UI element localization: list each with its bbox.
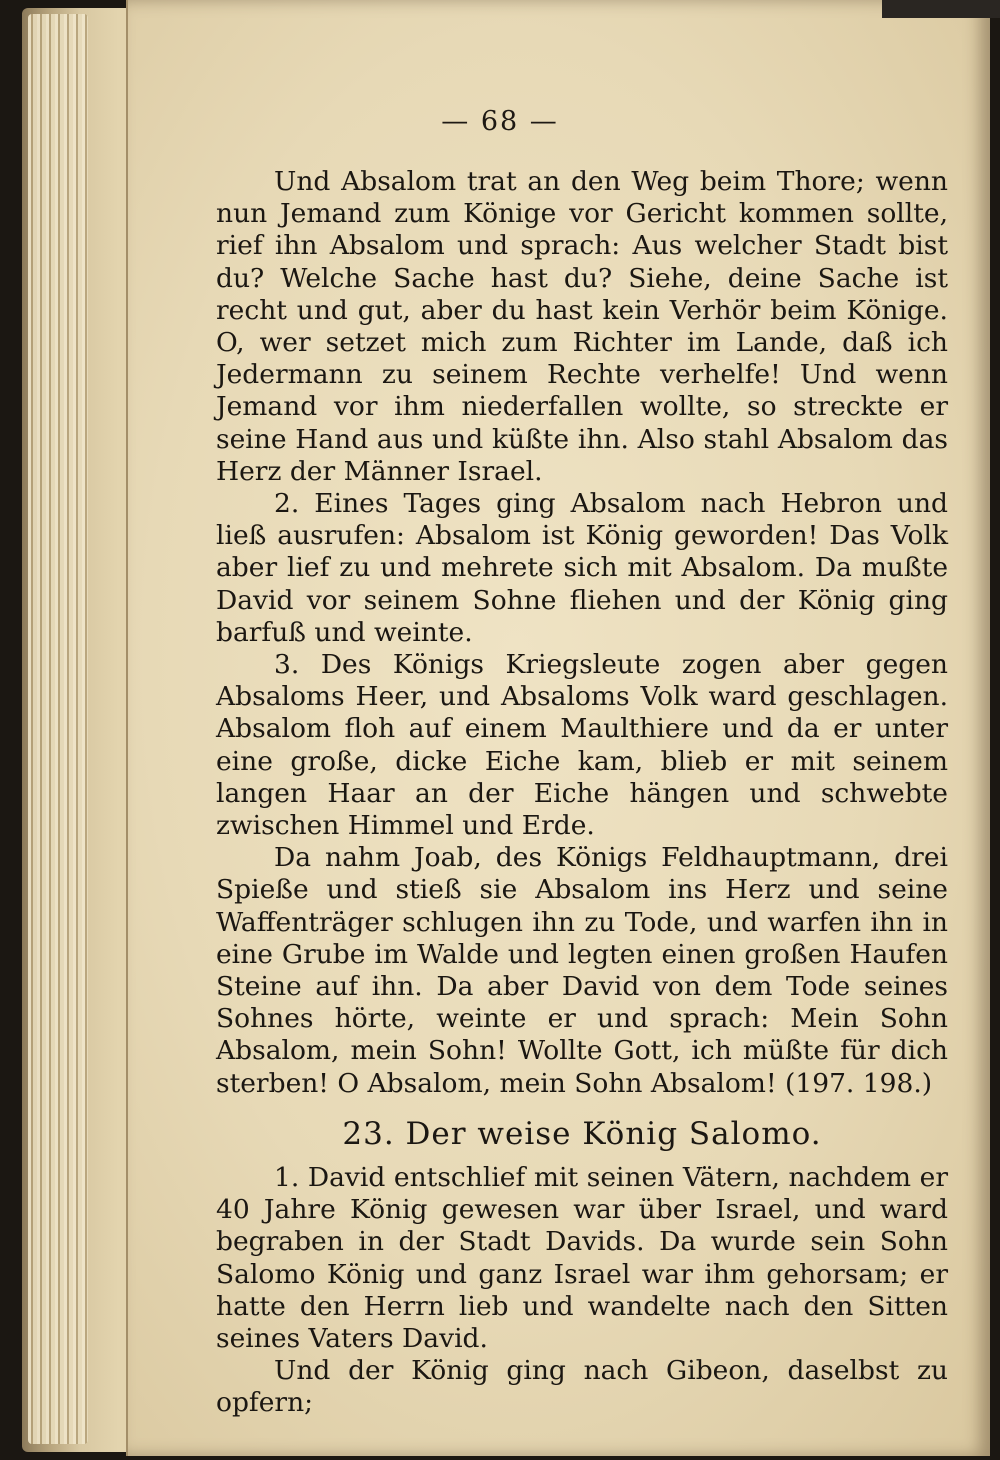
page-body [216, 166, 948, 1420]
paragraph-4: Da nahm Joab, des Königs Feldhauptmann, drei Spieße und stieß sie Absalom ins Herz und seine Waffenträger schlugen ihn zu Tode, und warfen ihn in eine Grube im Walde und legten einen großen Haufen Steine auf ihn. Da aber David von dem Tode seines Sohnes hörte, weinte er und sprach: Mein Sohn Absalom, mein Sohn! Wollte Gott, ich müßte für dich sterben! O Absalom, mein Sohn Absalom! (197. 198.) [216, 842, 948, 1099]
paragraph-1: Und Absalom trat an den Weg beim Thore; wenn nun Jemand zum Könige vor Gericht kommen sollte, rief ihn Absalom und sprach: Aus welcher Stadt bist du? Welche Sache hast du? Siehe, deine Sache ist recht und gut, aber du hast kein Verhör beim Könige. O, wer setzet mich zum Richter im Lande, daß ich Jedermann zu seinem Rechte verhelfe! Und wenn Jemand vor ihm niederfallen wollte, so streckte er seine Hand aus und küßte ihn. Also stahl Absalom das Herz der Männer Israel. [216, 166, 948, 487]
scan-corner [882, 0, 1000, 18]
paragraph-5: 1. David entschlief mit seinen Vätern, nachdem er 40 Jahre König gewesen war über Israel, und ward begraben in der Stadt Davids. Da wurde sein Sohn Salomo König und ganz Israel war ihm gehorsam; er hatte den Herrn lieb und wandelte nach den Sitten seines Vaters David. [216, 1161, 948, 1354]
paragraph-6: Und der König ging nach Gibeon, daselbst zu opfern; [216, 1355, 948, 1419]
paragraph-2: 2. Eines Tages ging Absalom nach Hebron und ließ ausrufen: Absalom ist König geworden! Das Volk aber lief zu und mehrete sich mit Absalom. Da mußte David vor seinem Sohne fliehen und der König ging barfuß und weinte. [216, 488, 948, 648]
chapter-heading: 23. Der weise König Salomo. [342, 1115, 822, 1152]
page-edges [28, 14, 88, 1444]
page-number-header: — 68 — [441, 106, 559, 137]
paragraph-3: 3. Des Königs Kriegsleute zogen aber gegen Absaloms Heer, und Absaloms Volk ward geschlagen. Absalom floh auf einem Maulthiere und da er unter eine große, dicke Eiche kam, blieb er mit seinem langen Haar an der Eiche hängen und schwebte zwischen Himmel und Erde. [216, 649, 948, 842]
